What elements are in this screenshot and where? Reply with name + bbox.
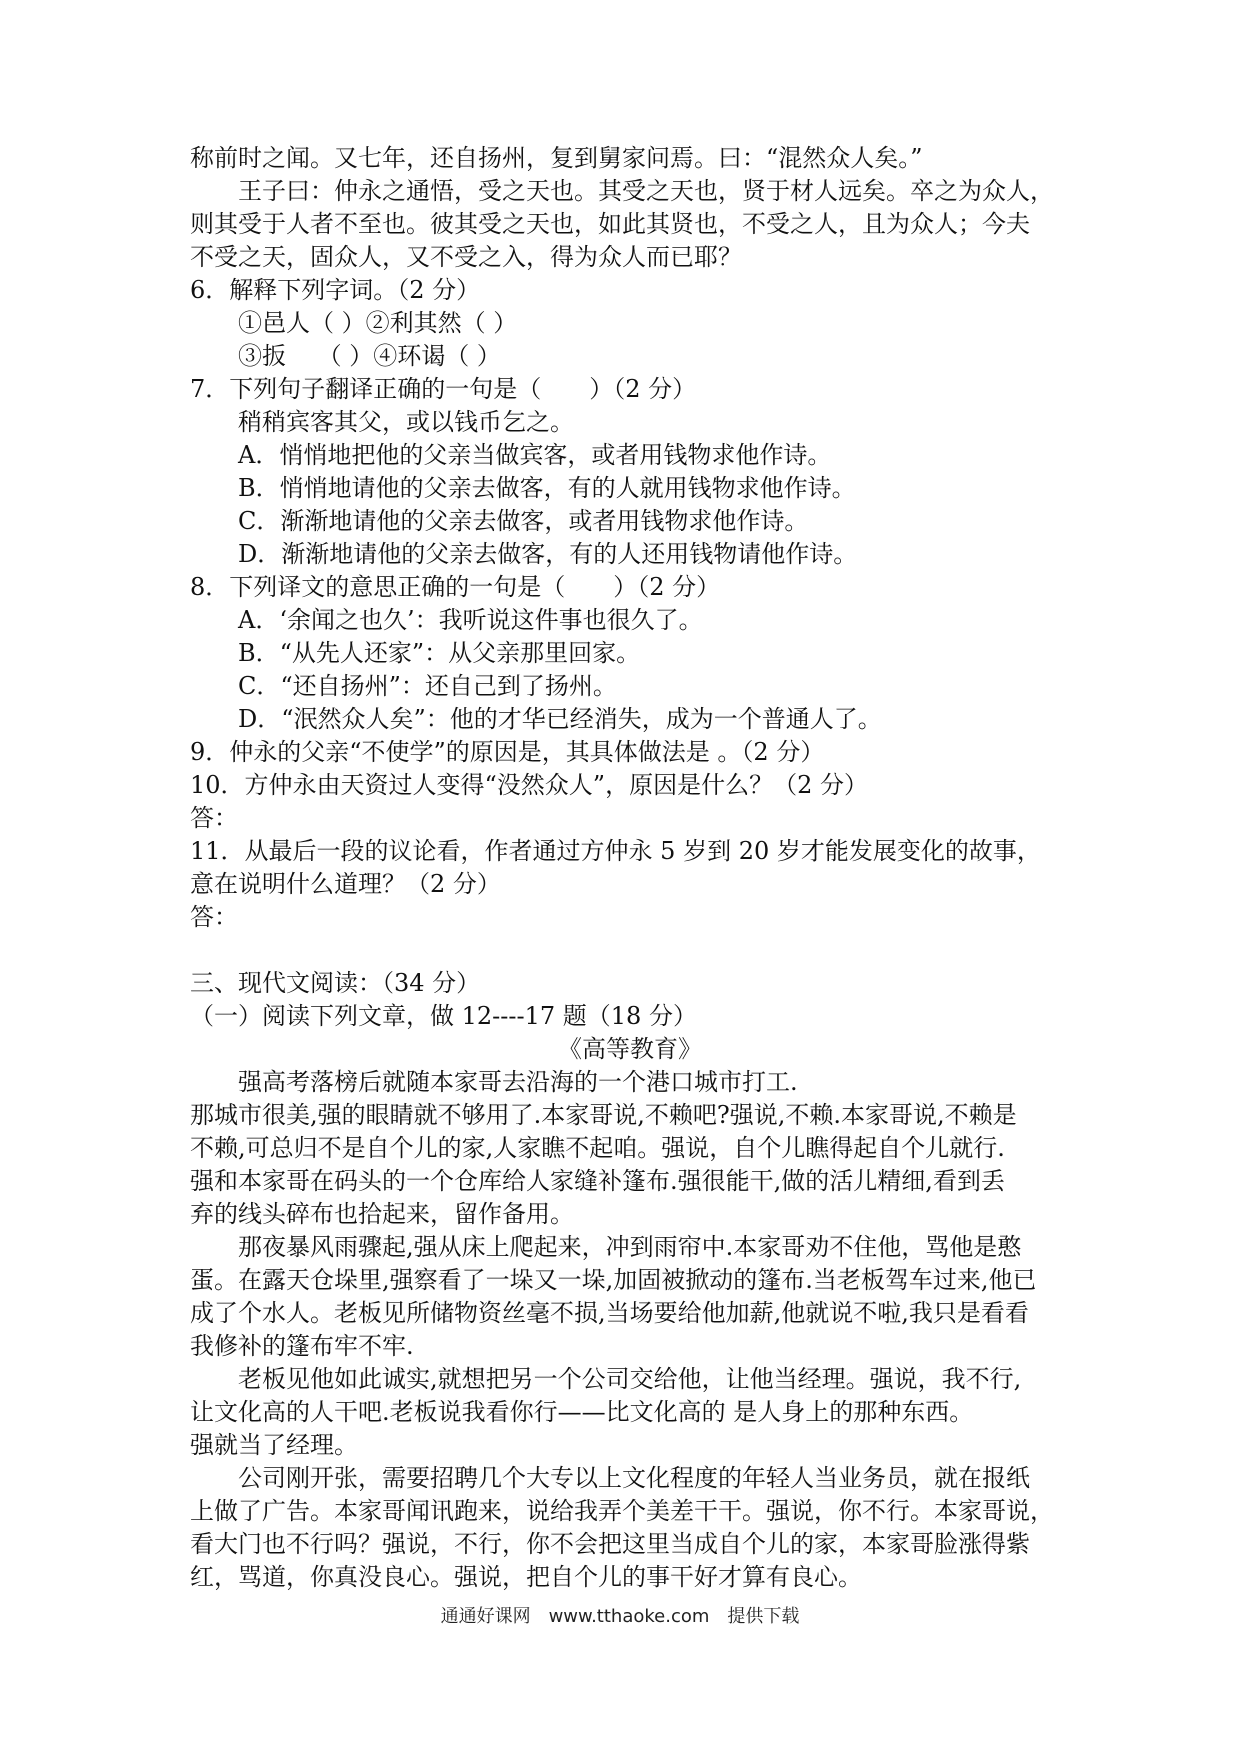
question-6-item: ①邑人（ ）②利其然（ ） [238,309,518,337]
section-heading: 三、现代文阅读：（34 分） [190,969,481,997]
page-footer: 通通好课网 www.tthaoke.com 提供下载 [440,1606,800,1627]
question-6-item: ③扳 （ ）④环谒（ ） [238,342,501,370]
article-line: 成了个水人。老板见所储物资丝毫不损,当场要给他加薪,他就说不啦,我只是看看 [190,1299,1029,1327]
article-line: 蛋。在露天仓垛里,强察看了一垛又一垛,加固被掀动的篷布.当老板驾车过来,他已 [190,1266,1037,1294]
question-7-option: B．悄悄地请他的父亲去做客，有的人就用钱物求他作诗。 [238,474,856,502]
spacer [190,934,1070,967]
question-11: 11．从最后一段的议论看，作者通过方仲永 5 岁到 20 岁才能发展变化的故事， [190,837,1041,865]
article-line: 上做了广告。本家哥闻讯跑来，说给我弄个美差干干。强说，你不行。本家哥说， [190,1497,1054,1525]
question-9: 9．仲永的父亲“不使学”的原因是，其具体做法是 。（2 分） [190,738,825,766]
question-7-stem: 7．下列句子翻译正确的一句是（ ）（2 分） [190,375,697,403]
article-line: 我修补的篷布牢不牢. [190,1332,414,1360]
question-8-option: C．“还自扬州”：还自己到了扬州。 [238,672,617,700]
question-7-option: C．渐渐地请他的父亲去做客，或者用钱物求他作诗。 [238,507,809,535]
question-10-answer: 答： [190,804,238,832]
question-8-option: D．“泯然众人矣”：他的才华已经消失，成为一个普通人了。 [238,705,882,733]
question-8-option: A．‘余闻之也久’：我听说这件事也很久了。 [238,606,703,634]
article-title: 《高等教育》 [558,1035,702,1063]
article-line: 弃的线头碎布也拾起来，留作备用。 [190,1200,574,1228]
article-line: 那夜暴风雨骤起,强从床上爬起来，冲到雨帘中.本家哥劝不住他，骂他是憨 [238,1233,1022,1261]
article-line: 强就当了经理。 [190,1431,358,1459]
article-line: 那城市很美,强的眼睛就不够用了.本家哥说,不赖吧?强说,不赖.本家哥说,不赖是 [190,1101,1017,1129]
passage-line: 不受之天，固众人，又不受之入，得为众人而已耶？ [190,243,742,271]
article-line: 强高考落榜后就随本家哥去沿海的一个港口城市打工. [238,1068,798,1096]
question-7-option: D．渐渐地请他的父亲去做客，有的人还用钱物请他作诗。 [238,540,858,568]
passage-line: 则其受于人者不至也。彼其受之天也，如此其贤也，不受之人，且为众人；今夫 [190,210,1030,238]
passage-line: 称前时之闻。又七年，还自扬州，复到舅家问焉。曰：“混然众人矣。” [190,144,923,172]
question-6-stem: 6．解释下列字词。（2 分） [190,276,481,304]
question-10: 10．方仲永由天资过人变得“没然众人”，原因是什么？（2 分） [190,771,868,799]
passage-line: 王子曰：仲永之通悟，受之天也。其受之天也，贤于材人远矣。卒之为众人， [238,177,1054,205]
article-line: 红，骂道，你真没良心。强说，把自个儿的事干好才算有良心。 [190,1563,862,1591]
page-content [190,142,1070,1594]
question-11-answer: 答： [190,903,238,931]
question-7-sentence: 稍稍宾客其父，或以钱币乞之。 [238,408,574,436]
question-11: 意在说明什么道理？（2 分） [190,870,501,898]
question-8-option: B．“从先人还家”：从父亲那里回家。 [238,639,641,667]
article-line: 让文化高的人干吧.老板说我看你行——比文化高的 是人身上的那种东西。 [190,1398,974,1426]
article-line: 公司刚开张，需要招聘几个大专以上文化程度的年轻人当业务员，就在报纸 [238,1464,1030,1492]
article-line: 老板见他如此诚实,就想把另一个公司交给他，让他当经理。强说，我不行, [238,1365,1022,1393]
article-line: 看大门也不行吗？强说，不行，你不会把这里当成自个儿的家，本家哥脸涨得紫 [190,1530,1030,1558]
question-8-stem: 8．下列译文的意思正确的一句是（ ）（2 分） [190,573,721,601]
question-7-option: A．悄悄地把他的父亲当做宾客，或者用钱物求他作诗。 [238,441,832,469]
article-line: 强和本家哥在码头的一个仓库给人家缝补篷布.强很能干,做的活儿精细,看到丢 [190,1167,1005,1195]
section-subheading: （一）阅读下列文章，做 12----17 题（18 分） [190,1002,697,1030]
article-line: 不赖,可总归不是自个儿的家,人家瞧不起咱。强说，自个儿瞧得起自个儿就行. [190,1134,1005,1162]
